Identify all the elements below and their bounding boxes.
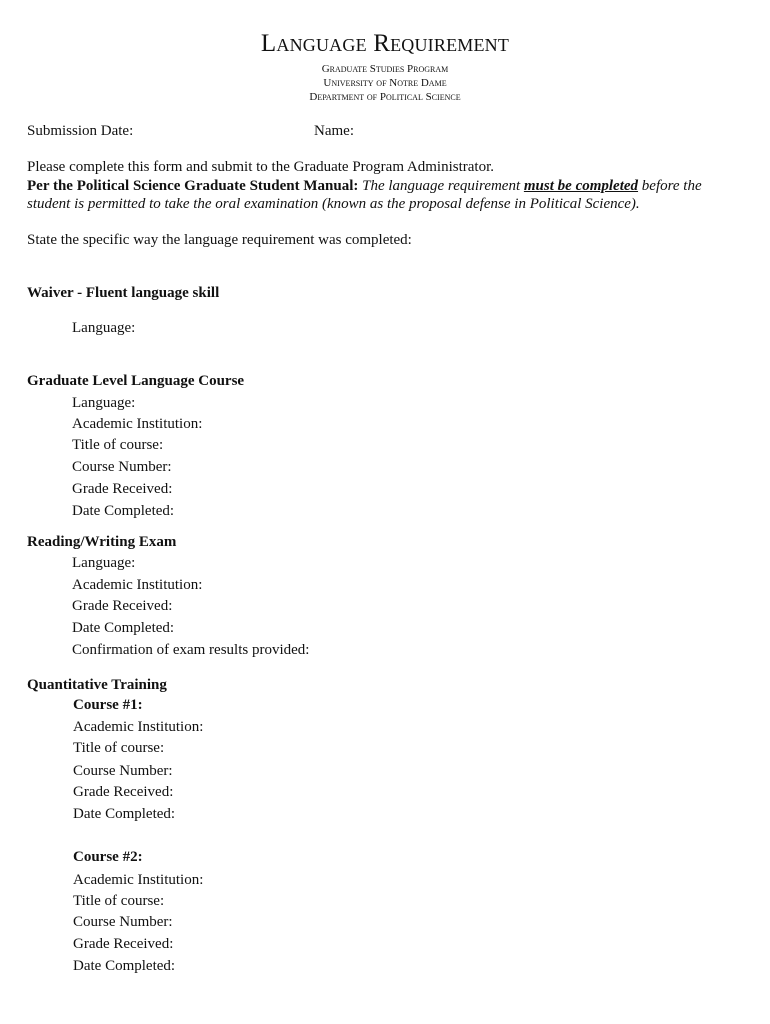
course2-field: Title of course: (73, 893, 165, 909)
exam-field: Language: (72, 555, 136, 571)
completion-prompt: State the specific way the language requirement was completed: (27, 232, 412, 248)
graduate-course-heading: Graduate Level Language Course (27, 373, 245, 389)
course2-field: Grade Received: (73, 936, 174, 952)
graduate-course-field: Academic Institution: (72, 416, 203, 432)
exam-heading: Reading/Writing Exam (27, 534, 177, 550)
submission-date-label: Submission Date: (27, 123, 134, 139)
waiver-heading: Waiver - Fluent language skill (27, 285, 220, 301)
department-subtitle: Department of Political Science (309, 91, 461, 103)
exam-field: Confirmation of exam results provided: (72, 642, 310, 658)
program-subtitle: Graduate Studies Program (321, 63, 449, 75)
course2-label: Course #2: (73, 849, 143, 865)
manual-note-line2: student is permitted to take the oral examination (known as the proposal defense in Political Science). (27, 196, 640, 212)
manual-text-a: The language requirement (362, 178, 521, 194)
manual-note (27, 178, 702, 195)
graduate-course-field: Grade Received: (72, 481, 173, 497)
university-subtitle: University of Notre Dame (323, 77, 447, 89)
course1-field: Course Number: (73, 763, 173, 779)
course2-field: Course Number: (73, 914, 173, 930)
graduate-course-field: Course Number: (72, 459, 172, 475)
instructions-line: Please complete this form and submit to the Graduate Program Administrator. (27, 159, 494, 175)
course1-field: Title of course: (73, 740, 165, 756)
quantitative-heading: Quantitative Training (27, 677, 167, 693)
page-title: Language Requirement (260, 30, 510, 57)
course2-field: Academic Institution: (73, 872, 204, 888)
manual-text-b: before the (641, 178, 702, 194)
course2-field: Date Completed: (73, 958, 176, 974)
course1-field: Grade Received: (73, 784, 174, 800)
graduate-course-field: Date Completed: (72, 503, 175, 519)
manual-emphasis: must be completed (523, 178, 639, 194)
exam-field: Grade Received: (72, 598, 173, 614)
name-label: Name: (314, 123, 354, 139)
graduate-course-field: Title of course: (72, 437, 164, 453)
waiver-language-label: Language: (72, 320, 136, 336)
exam-field: Academic Institution: (72, 577, 203, 593)
course1-field: Academic Institution: (73, 719, 204, 735)
course1-field: Date Completed: (73, 806, 176, 822)
exam-field: Date Completed: (72, 620, 175, 636)
course1-label: Course #1: (73, 697, 143, 713)
graduate-course-field: Language: (72, 395, 136, 411)
manual-label: Per the Political Science Graduate Student Manual: (27, 178, 359, 194)
